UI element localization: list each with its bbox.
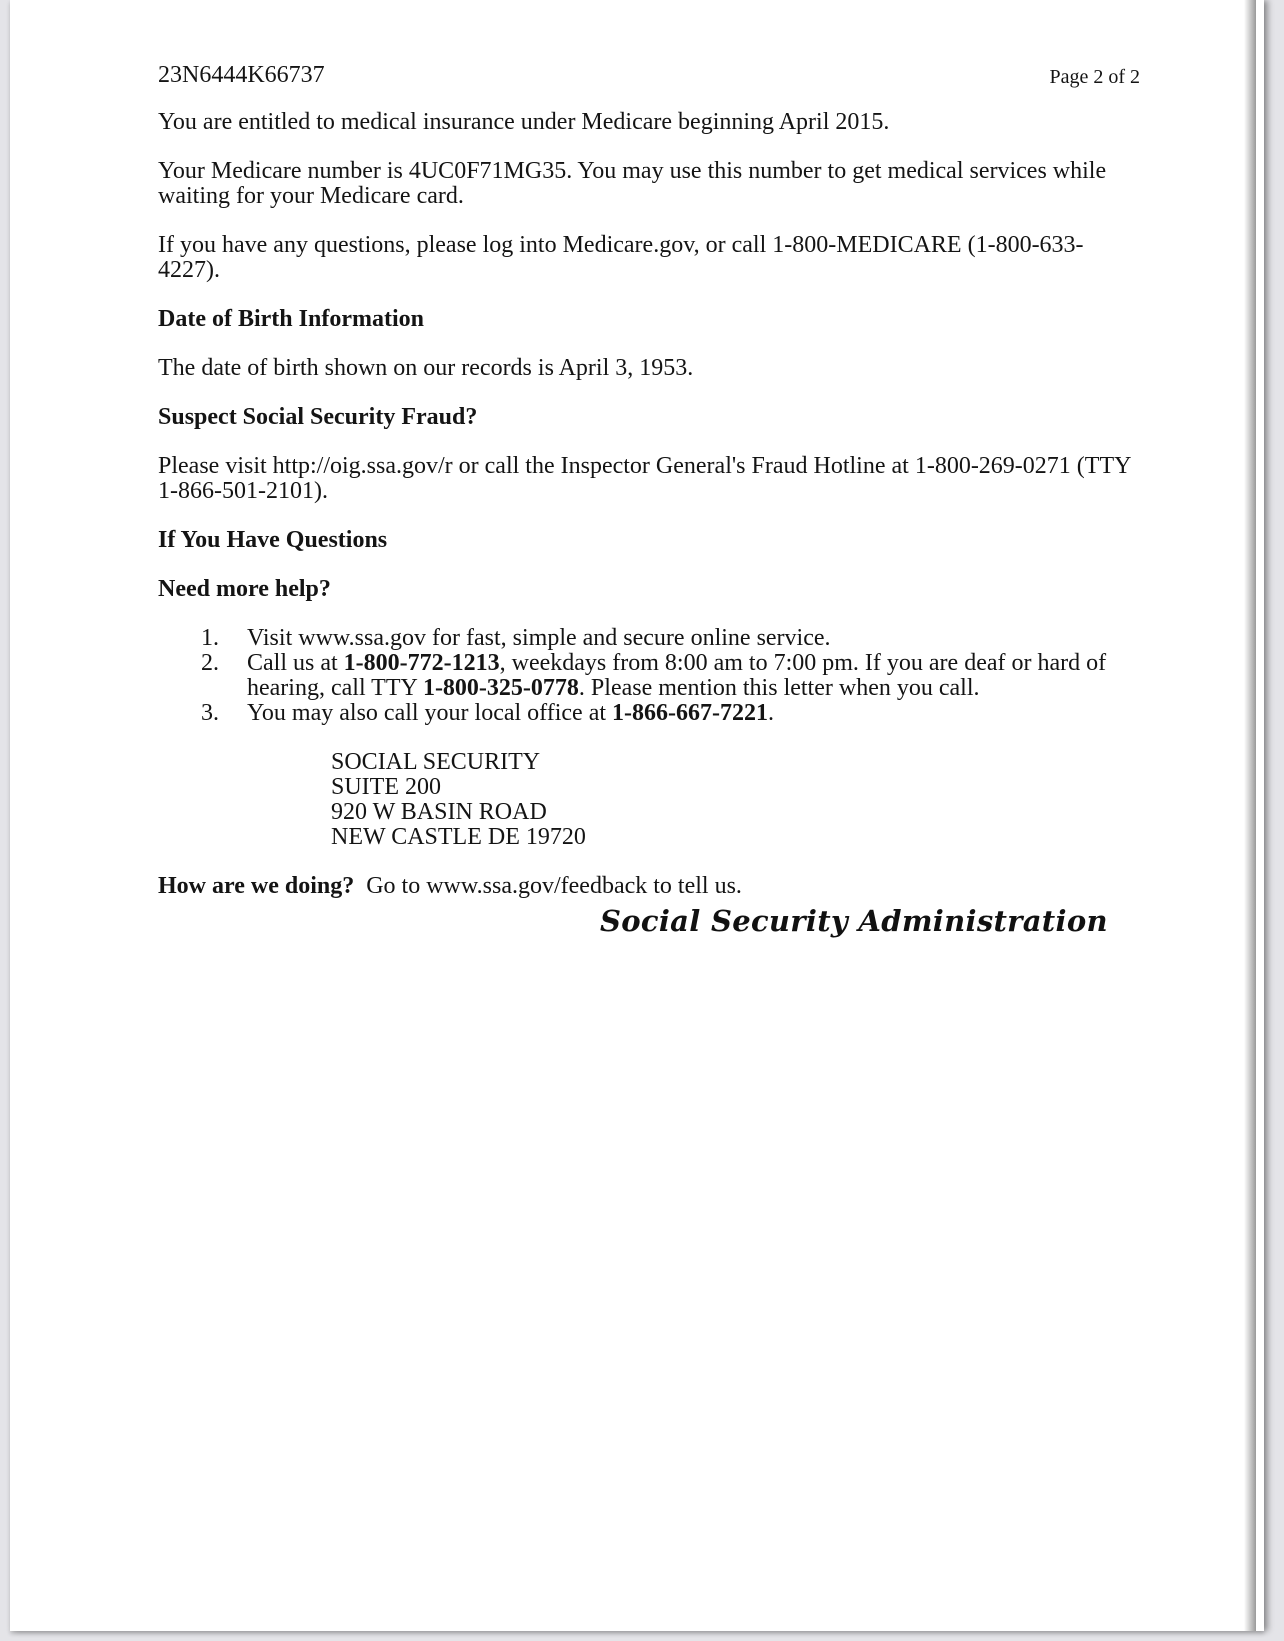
help-item-text-mid: , weekdays from 8:00 am to 7:00 pm. If you are deaf or hard of hearing, call TTY [247, 650, 1107, 701]
list-number: 2. [201, 650, 219, 676]
help-item-text: Visit www.ssa.gov for fast, simple and secure online service. [247, 625, 831, 651]
local-office-phone-number: 1-866-667-7221 [612, 700, 769, 726]
feedback-line [158, 874, 1140, 899]
need-help-heading: Need more help? [158, 576, 331, 602]
agency-signature: Social Security Administration [600, 904, 1108, 938]
address-line: SUITE 200 [331, 774, 441, 800]
entitlement-paragraph: You are entitled to medical insurance under Medicare beginning April 2015. [158, 109, 890, 135]
help-item-text-pre: You may also call your local office at [247, 700, 613, 726]
help-list-item [158, 701, 1140, 726]
list-number: 3. [201, 700, 219, 726]
letter-header [158, 58, 1140, 88]
questions-heading: If You Have Questions [158, 527, 388, 553]
help-list-item [158, 626, 1140, 651]
list-number: 1. [201, 625, 219, 651]
page-number: Page 2 of 2 [1049, 66, 1140, 88]
feedback-text: Go to www.ssa.gov/feedback to tell us. [354, 873, 742, 899]
letter-page [10, 0, 1264, 1631]
questions-paragraph: If you have any questions, please log into Medicare.gov, or call 1-800-MEDICARE (1-800-633-4227). [158, 232, 1084, 283]
medicare-number-paragraph: Your Medicare number is 4UC0F71MG35. You may use this number to get medical services while waiting for your Medicare card. [158, 158, 1107, 209]
help-item-text-post: . Please mention this letter when you call. [578, 675, 980, 701]
address-line: NEW CASTLE DE 19720 [331, 824, 586, 850]
address-line: 920 W BASIN ROAD [331, 799, 547, 825]
tty-phone-number: 1-800-325-0778 [422, 675, 579, 701]
help-list [158, 626, 1140, 726]
national-phone-number: 1-800-772-1213 [343, 650, 500, 676]
page-edge-shadow [1244, 0, 1256, 1631]
address-line: SOCIAL SECURITY [331, 749, 541, 775]
dob-text: The date of birth shown on our records is April 3, 1953. [158, 355, 694, 381]
help-item-text-post: . [768, 700, 775, 726]
office-address [331, 750, 1140, 850]
claim-id: 23N6444K66737 [158, 62, 325, 88]
feedback-label: How are we doing? [158, 873, 355, 899]
dob-heading: Date of Birth Information [158, 306, 424, 332]
letter-content [158, 58, 1140, 938]
help-item-text-pre: Call us at [247, 650, 344, 676]
help-list-item [158, 651, 1140, 701]
fraud-heading: Suspect Social Security Fraud? [158, 404, 478, 430]
fraud-text: Please visit http://oig.ssa.gov/r or call the Inspector General's Fraud Hotline at 1-800-269-0271 (TTY 1-866-501-2101). [158, 453, 1131, 504]
